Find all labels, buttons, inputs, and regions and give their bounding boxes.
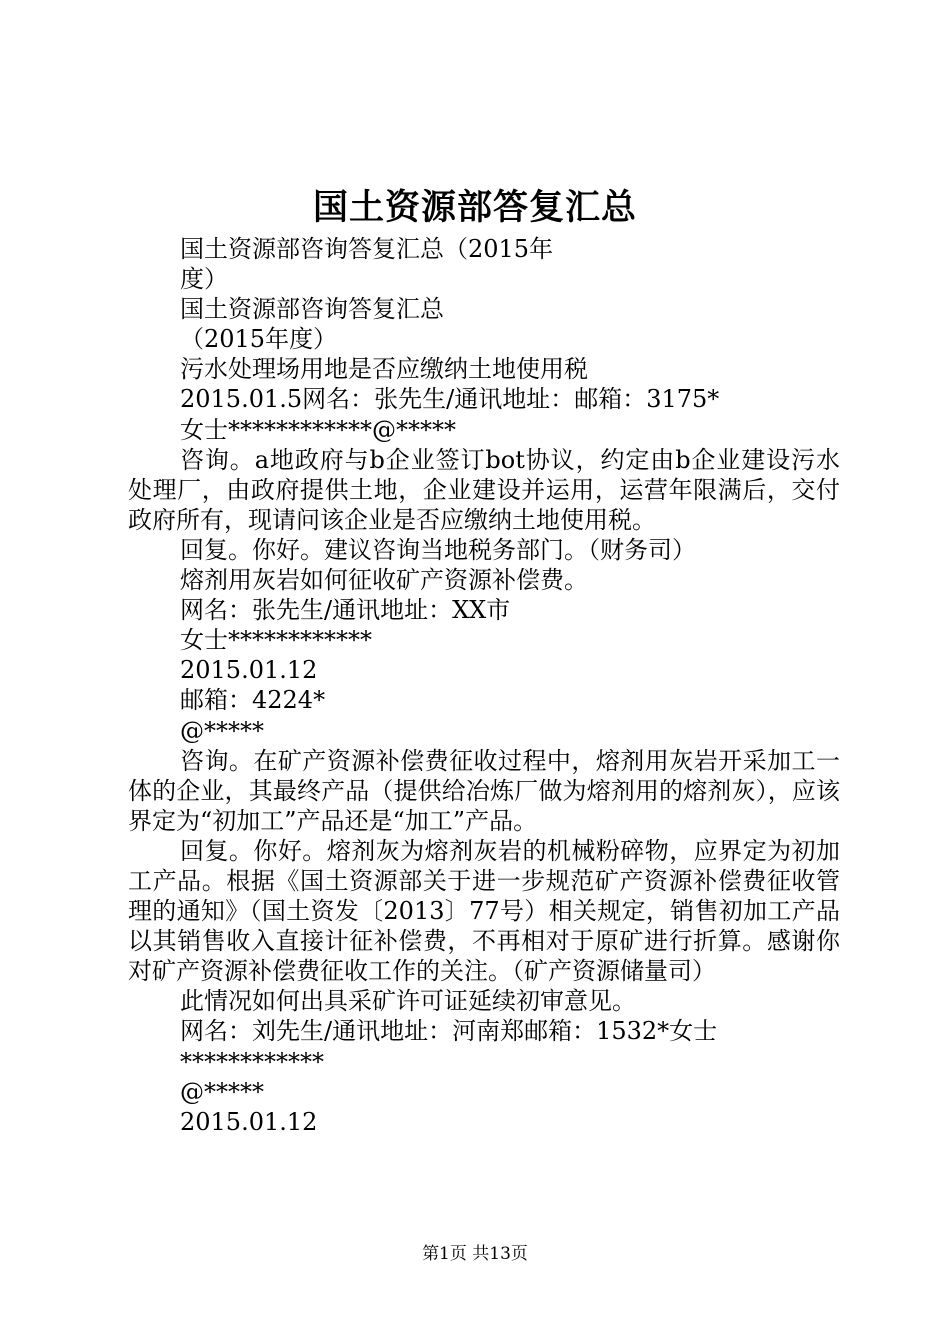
question-meta: 2015.01.5网名：张先生/通讯地址：邮箱：3175*	[180, 385, 720, 414]
question-paragraph: 咨询。在矿产资源补偿费征收过程中，熔剂用灰岩开采加工一体的企业，其最终产品（提供给冶炼厂做为熔剂用的熔剂灰），应该界定为“初加工”产品还是“加工”产品。	[128, 746, 840, 835]
document-body	[128, 234, 840, 1137]
question-meta: @*****	[180, 716, 264, 745]
header-line: 度）	[180, 265, 228, 294]
question-subject: 熔剂用灰岩如何征收矿产资源补偿费。	[180, 566, 588, 595]
header-line: （2015年度）	[180, 325, 338, 354]
question-paragraph: 咨询。a地政府与b企业签订bot协议，约定由b企业建设污水处理厂，由政府提供土地，企业建设并运用，运营年限满后，交付政府所有，现请问该企业是否应缴纳土地使用税。	[128, 445, 840, 534]
question-meta: 2015.01.12	[180, 1107, 318, 1136]
question-meta: 女士************	[180, 626, 372, 655]
document-title: 国土资源部答复汇总	[312, 187, 637, 228]
question-meta: 网名：张先生/通讯地址：XX市	[180, 596, 511, 625]
question-subject: 此情况如何出具采矿许可证延续初审意见。	[180, 987, 636, 1016]
question-meta: 女士************@*****	[180, 415, 456, 444]
question-meta: 网名：刘先生/通讯地址：河南郑邮箱：1532*女士	[180, 1017, 718, 1046]
question-meta: ************	[180, 1047, 324, 1076]
page-footer: 第1页 共13页	[422, 1244, 528, 1264]
question-subject: 污水处理场用地是否应缴纳土地使用税	[180, 355, 588, 384]
header-line: 国土资源部咨询答复汇总	[180, 295, 444, 324]
answer-paragraph: 回复。你好。熔剂灰为熔剂灰岩的机械粉碎物，应界定为初加工产品。根据《国土资源部关于进一步规范矿产资源补偿费征收管理的通知》（国土资发〔2013〕77号）相关规定，销售初加工产品以其销售收入直接计征补偿费，不再相对于原矿进行折算。感谢你对矿产资源补偿费征收工作的关注。（矿产资源储量司）	[128, 836, 840, 986]
question-meta: @*****	[180, 1077, 264, 1106]
question-meta: 邮箱：4224*	[180, 686, 326, 715]
answer-paragraph: 回复。你好。建议咨询当地税务部门。（财务司）	[180, 535, 696, 564]
header-line: 国土资源部咨询答复汇总（2015年	[180, 235, 554, 263]
question-meta: 2015.01.12	[180, 656, 318, 685]
